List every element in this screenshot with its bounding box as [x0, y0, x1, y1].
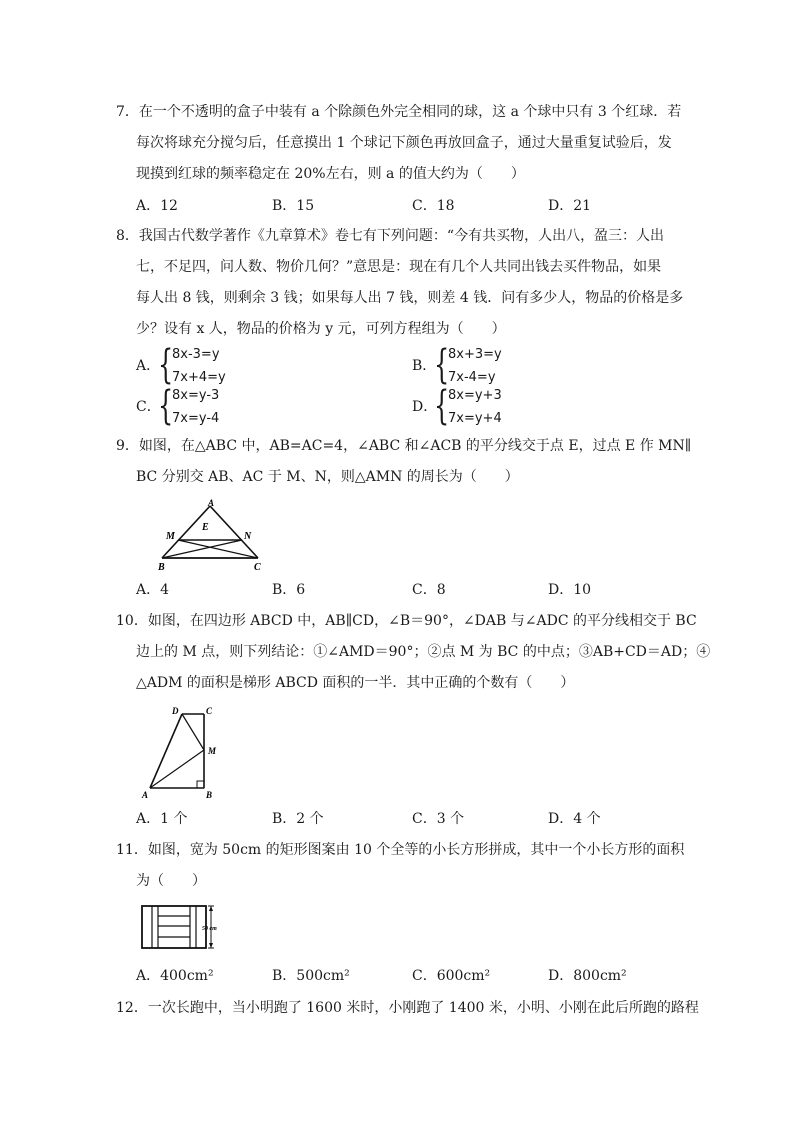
left-brace-icon: {: [434, 383, 450, 429]
q8-line-4: 少？设有 x 人，物品的价格为 y 元，可列方程组为（ ）: [136, 321, 506, 337]
left-brace-icon: {: [158, 383, 174, 429]
q8-option-b-label: B．: [412, 358, 437, 374]
label-c: C: [254, 562, 261, 573]
q9-line-1: 9．如图，在△ABC 中，AB=AC=4，∠ABC 和∠ACB 的平分线交于点 E，过点 E 作 MN∥: [116, 438, 692, 454]
trapezoid-figure: [138, 702, 228, 800]
label-a: A: [142, 790, 149, 800]
label-a: A: [208, 498, 215, 508]
label-m: M: [166, 531, 175, 542]
q11-line-1: 11．如图，宽为 50cm 的矩形图案由 10 个全等的小长方形拼成，其中一个小长方形的面积: [116, 842, 685, 858]
label-b: B: [158, 562, 165, 573]
q7-line-3: 现摸到红球的频率稳定在 20%左右，则 a 的值大约为（ ）: [136, 166, 525, 182]
q10-line-2: 边上的 M 点，则下列结论：①∠AMD＝90°；②点 M 为 BC 的中点；③AB+CD＝AD；④: [136, 644, 711, 660]
left-brace-icon: {: [158, 342, 174, 388]
label-e: E: [202, 522, 209, 533]
left-brace-icon: {: [434, 342, 450, 388]
q8-option-a-label: A．: [136, 358, 161, 374]
q11-option-c[interactable]: C．600cm²: [412, 968, 491, 984]
q8-option-d-label: D．: [412, 399, 438, 415]
q7-line-1: 7．在一个不透明的盒子中装有 a 个除颜色外完全相同的球，这 a 个球中只有 3 个红球．若: [116, 104, 682, 120]
q8-option-c-eq1: 8x=y-3: [172, 388, 220, 403]
q9-option-c[interactable]: C．8: [412, 582, 446, 598]
q8-option-b-eq1: 8x+3=y: [448, 347, 502, 362]
q9-line-2: BC 分别交 AB、AC 于 M、N，则△AMN 的周长为（ ）: [136, 469, 519, 485]
q9-option-b[interactable]: B．6: [272, 582, 306, 598]
q10-option-b[interactable]: B．2 个: [272, 811, 324, 827]
width-label: 50 cm: [202, 926, 217, 932]
q7-line-2: 每次将球充分搅匀后，任意摸出 1 个球记下颜色再放回盒子，通过大量重复试验后，发: [136, 135, 672, 151]
label-d: D: [172, 706, 179, 716]
q8-option-c-eq2: 7x=y-4: [172, 411, 220, 426]
q10-option-a[interactable]: A．1 个: [136, 811, 188, 827]
q8-option-d-eq1: 8x=y+3: [448, 388, 502, 403]
q9-option-d[interactable]: D．10: [548, 582, 592, 598]
q11-option-a[interactable]: A．400cm²: [136, 968, 214, 984]
q7-option-a[interactable]: A．12: [136, 198, 178, 214]
q8-option-d-eq2: 7x=y+4: [448, 411, 502, 426]
q8-option-b-eq2: 7x-4=y: [448, 370, 496, 385]
q8-line-1: 8．我国古代数学著作《九章算术》卷七有下列问题：“今有共买物，人出八，盈三：人出: [116, 228, 665, 244]
q8-option-a-eq1: 8x-3=y: [172, 347, 220, 362]
q8-line-2: 七，不足四，问人数、物价几何？”意思是：现在有几个人共同出钱去买件物品，如果: [136, 259, 662, 275]
label-m: M: [208, 746, 217, 756]
q7-option-d[interactable]: D．21: [548, 198, 592, 214]
triangle-figure: [150, 496, 270, 574]
q12-line-1: 12．一次长跑中，当小明跑了 1600 米时，小刚跑了 1400 米，小明、小刚在此后所跑的路程: [116, 1000, 699, 1016]
q11-option-b[interactable]: B．500cm²: [272, 968, 350, 984]
q10-line-1: 10．如图，在四边形 ABCD 中，AB∥CD，∠B＝90°，∠DAB 与∠ADC 的平分线相交于 BC: [116, 613, 697, 629]
q8-line-3: 每人出 8 钱，则剩余 3 钱；如果每人出 7 钱，则差 4 钱．问有多少人，物品的价格是多: [136, 290, 684, 306]
label-n: N: [244, 531, 252, 542]
q9-option-a[interactable]: A．4: [136, 582, 170, 598]
q11-option-d[interactable]: D．800cm²: [548, 968, 627, 984]
label-c: C: [206, 706, 213, 716]
q7-option-b[interactable]: B．15: [272, 198, 315, 214]
q11-line-2: 为（ ）: [136, 873, 206, 889]
q8-option-c-label: C．: [136, 399, 161, 415]
q10-option-d[interactable]: D．4 个: [548, 811, 601, 827]
rectangle-pattern-figure: [138, 900, 238, 954]
q10-option-c[interactable]: C．3 个: [412, 811, 465, 827]
q7-option-c[interactable]: C．18: [412, 198, 455, 214]
q8-option-a-eq2: 7x+4=y: [172, 370, 226, 385]
label-b: B: [206, 790, 213, 800]
q10-line-3: △ADM 的面积是梯形 ABCD 面积的一半．其中正确的个数有（ ）: [136, 675, 575, 691]
